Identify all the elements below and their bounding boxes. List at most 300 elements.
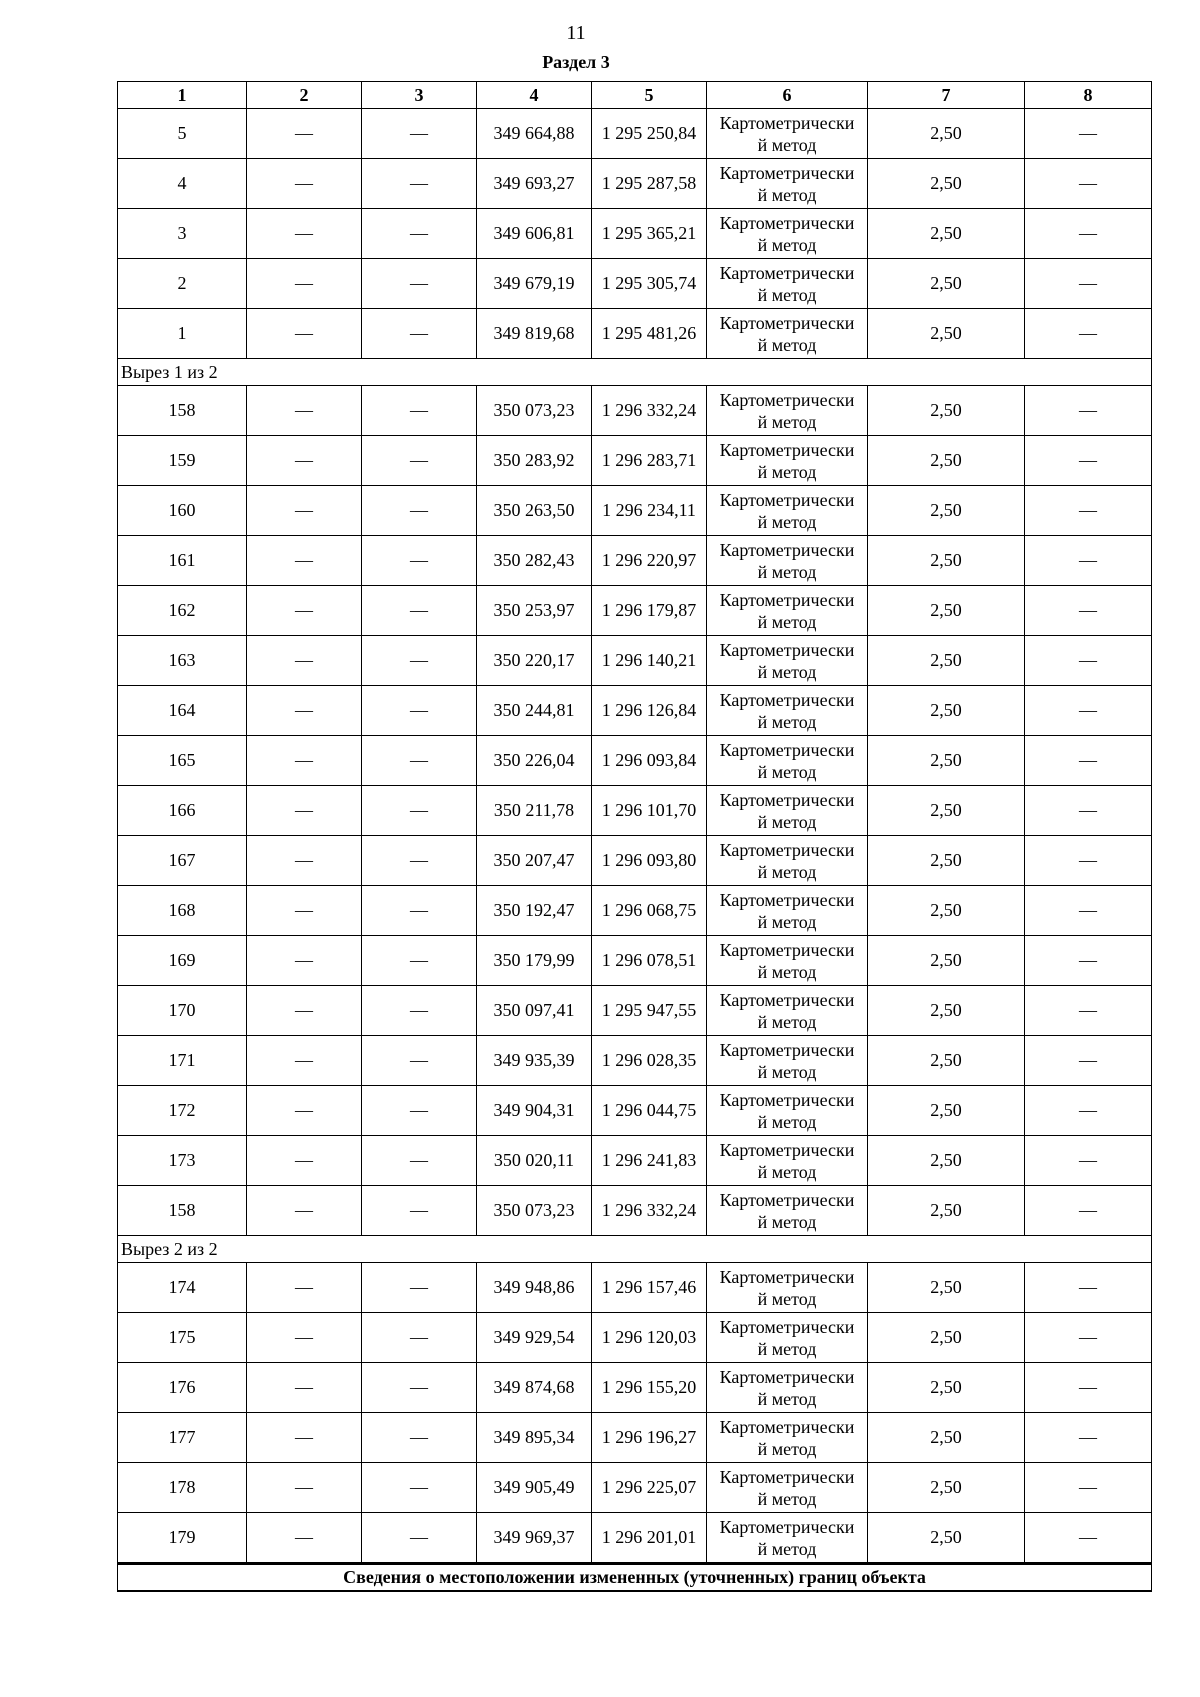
- column-3-cell: —: [362, 536, 477, 586]
- point-number-cell: 171: [118, 1036, 247, 1086]
- y-coordinate-cell: 1 296 093,80: [592, 836, 707, 886]
- y-coordinate-cell: 1 296 220,97: [592, 536, 707, 586]
- x-coordinate-cell: 350 282,43: [477, 536, 592, 586]
- column-2-cell: —: [247, 1086, 362, 1136]
- method-cell: [707, 686, 868, 736]
- column-8-cell: —: [1025, 1263, 1152, 1313]
- table-row: [118, 1363, 1152, 1413]
- method-line-2: й метод: [757, 1061, 817, 1082]
- point-number-cell: 174: [118, 1263, 247, 1313]
- table-row: [118, 1036, 1152, 1086]
- method-line-1: Картометрически: [719, 1516, 855, 1537]
- method-cell: [707, 586, 868, 636]
- column-2-cell: —: [247, 686, 362, 736]
- accuracy-cell: 2,50: [868, 1136, 1025, 1186]
- point-number-cell: 164: [118, 686, 247, 736]
- column-8-cell: —: [1025, 786, 1152, 836]
- column-2-cell: —: [247, 1136, 362, 1186]
- table-row: [118, 1313, 1152, 1363]
- column-3-cell: —: [362, 1313, 477, 1363]
- x-coordinate-cell: 349 819,68: [477, 309, 592, 359]
- method-cell: [707, 936, 868, 986]
- method-line-1: Картометрически: [719, 1139, 855, 1160]
- point-number-cell: 160: [118, 486, 247, 536]
- method-line-1: Картометрически: [719, 1466, 855, 1487]
- method-cell: [707, 486, 868, 536]
- x-coordinate-cell: 349 664,88: [477, 109, 592, 159]
- table-row: [118, 436, 1152, 486]
- accuracy-cell: 2,50: [868, 1363, 1025, 1413]
- table-row: [118, 936, 1152, 986]
- accuracy-cell: 2,50: [868, 1036, 1025, 1086]
- x-coordinate-cell: 350 179,99: [477, 936, 592, 986]
- accuracy-cell: 2,50: [868, 586, 1025, 636]
- method-line-2: й метод: [757, 911, 817, 932]
- y-coordinate-cell: 1 296 234,11: [592, 486, 707, 536]
- x-coordinate-cell: 349 905,49: [477, 1463, 592, 1513]
- accuracy-cell: 2,50: [868, 686, 1025, 736]
- method-line-2: й метод: [757, 761, 817, 782]
- x-coordinate-cell: 350 263,50: [477, 486, 592, 536]
- accuracy-cell: 2,50: [868, 1086, 1025, 1136]
- method-line-2: й метод: [757, 661, 817, 682]
- column-3-cell: —: [362, 209, 477, 259]
- method-line-1: Картометрически: [719, 739, 855, 760]
- x-coordinate-cell: 349 904,31: [477, 1086, 592, 1136]
- point-number-cell: 168: [118, 886, 247, 936]
- column-header-6: 6: [707, 82, 868, 109]
- x-coordinate-cell: 349 969,37: [477, 1513, 592, 1564]
- method-line-2: й метод: [757, 561, 817, 582]
- method-cell: [707, 1313, 868, 1363]
- table-row: [118, 309, 1152, 359]
- column-8-cell: —: [1025, 436, 1152, 486]
- method-line-2: й метод: [757, 1538, 817, 1559]
- y-coordinate-cell: 1 296 155,20: [592, 1363, 707, 1413]
- method-line-2: й метод: [757, 1161, 817, 1182]
- column-2-cell: —: [247, 486, 362, 536]
- y-coordinate-cell: 1 295 305,74: [592, 259, 707, 309]
- column-3-cell: —: [362, 636, 477, 686]
- table-footer-caption: Сведения о местоположении измененных (уточненных) границ объекта: [118, 1564, 1152, 1592]
- accuracy-cell: 2,50: [868, 986, 1025, 1036]
- method-line-2: й метод: [757, 461, 817, 482]
- column-3-cell: —: [362, 886, 477, 936]
- method-line-2: й метод: [757, 1388, 817, 1409]
- y-coordinate-cell: 1 296 225,07: [592, 1463, 707, 1513]
- method-line-1: Картометрически: [719, 1316, 855, 1337]
- group-row: [118, 1236, 1152, 1263]
- accuracy-cell: 2,50: [868, 209, 1025, 259]
- method-cell: [707, 886, 868, 936]
- column-8-cell: —: [1025, 309, 1152, 359]
- table-row: [118, 1136, 1152, 1186]
- method-line-1: Картометрически: [719, 639, 855, 660]
- table-row: [118, 1263, 1152, 1313]
- method-line-2: й метод: [757, 611, 817, 632]
- table-header-row: [118, 82, 1152, 109]
- column-8-cell: —: [1025, 586, 1152, 636]
- y-coordinate-cell: 1 296 093,84: [592, 736, 707, 786]
- method-line-2: й метод: [757, 134, 817, 155]
- y-coordinate-cell: 1 296 028,35: [592, 1036, 707, 1086]
- accuracy-cell: 2,50: [868, 636, 1025, 686]
- column-header-7: 7: [868, 82, 1025, 109]
- accuracy-cell: 2,50: [868, 1513, 1025, 1564]
- column-8-cell: —: [1025, 1136, 1152, 1186]
- method-line-2: й метод: [757, 1338, 817, 1359]
- y-coordinate-cell: 1 295 947,55: [592, 986, 707, 1036]
- method-line-2: й метод: [757, 711, 817, 732]
- method-line-1: Картометрически: [719, 889, 855, 910]
- accuracy-cell: 2,50: [868, 259, 1025, 309]
- column-8-cell: —: [1025, 259, 1152, 309]
- method-line-1: Картометрически: [719, 112, 855, 133]
- column-3-cell: —: [362, 436, 477, 486]
- method-line-2: й метод: [757, 1438, 817, 1459]
- method-cell: [707, 109, 868, 159]
- method-cell: [707, 1263, 868, 1313]
- column-8-cell: —: [1025, 209, 1152, 259]
- column-3-cell: —: [362, 1086, 477, 1136]
- point-number-cell: 159: [118, 436, 247, 486]
- method-line-2: й метод: [757, 1488, 817, 1509]
- column-3-cell: —: [362, 1136, 477, 1186]
- column-8-cell: —: [1025, 636, 1152, 686]
- section-title: Раздел 3: [542, 52, 610, 72]
- x-coordinate-cell: 350 211,78: [477, 786, 592, 836]
- x-coordinate-cell: 350 073,23: [477, 1186, 592, 1236]
- point-number-cell: 2: [118, 259, 247, 309]
- accuracy-cell: 2,50: [868, 1463, 1025, 1513]
- column-2-cell: —: [247, 1263, 362, 1313]
- x-coordinate-cell: 349 935,39: [477, 1036, 592, 1086]
- x-coordinate-cell: 349 874,68: [477, 1363, 592, 1413]
- column-8-cell: —: [1025, 736, 1152, 786]
- column-2-cell: —: [247, 309, 362, 359]
- column-3-cell: —: [362, 486, 477, 536]
- point-number-cell: 179: [118, 1513, 247, 1564]
- point-number-cell: 177: [118, 1413, 247, 1463]
- column-3-cell: —: [362, 1036, 477, 1086]
- method-cell: [707, 986, 868, 1036]
- x-coordinate-cell: 349 948,86: [477, 1263, 592, 1313]
- accuracy-cell: 2,50: [868, 436, 1025, 486]
- method-line-1: Картометрически: [719, 162, 855, 183]
- group-label: Вырез 1 из 2: [118, 359, 1152, 386]
- column-3-cell: —: [362, 1463, 477, 1513]
- method-line-2: й метод: [757, 284, 817, 305]
- y-coordinate-cell: 1 296 120,03: [592, 1313, 707, 1363]
- column-8-cell: —: [1025, 1186, 1152, 1236]
- column-8-cell: —: [1025, 1413, 1152, 1463]
- column-2-cell: —: [247, 386, 362, 436]
- column-8-cell: —: [1025, 836, 1152, 886]
- y-coordinate-cell: 1 296 332,24: [592, 386, 707, 436]
- method-line-1: Картометрически: [719, 212, 855, 233]
- method-line-2: й метод: [757, 1211, 817, 1232]
- method-cell: [707, 436, 868, 486]
- column-3-cell: —: [362, 1413, 477, 1463]
- table-row: [118, 109, 1152, 159]
- point-number-cell: 173: [118, 1136, 247, 1186]
- method-cell: [707, 786, 868, 836]
- method-line-1: Картометрически: [719, 689, 855, 710]
- method-line-1: Картометрически: [719, 1039, 855, 1060]
- column-header-2: 2: [247, 82, 362, 109]
- method-line-1: Картометрически: [719, 839, 855, 860]
- accuracy-cell: 2,50: [868, 536, 1025, 586]
- table-row: [118, 259, 1152, 309]
- column-3-cell: —: [362, 586, 477, 636]
- method-cell: [707, 1413, 868, 1463]
- method-cell: [707, 1463, 868, 1513]
- point-number-cell: 176: [118, 1363, 247, 1413]
- x-coordinate-cell: 350 020,11: [477, 1136, 592, 1186]
- table-row: [118, 586, 1152, 636]
- y-coordinate-cell: 1 295 365,21: [592, 209, 707, 259]
- column-8-cell: —: [1025, 1086, 1152, 1136]
- method-cell: [707, 536, 868, 586]
- method-cell: [707, 736, 868, 786]
- accuracy-cell: 2,50: [868, 786, 1025, 836]
- column-2-cell: —: [247, 1313, 362, 1363]
- y-coordinate-cell: 1 295 250,84: [592, 109, 707, 159]
- x-coordinate-cell: 350 226,04: [477, 736, 592, 786]
- point-number-cell: 167: [118, 836, 247, 886]
- table-row: [118, 786, 1152, 836]
- column-8-cell: —: [1025, 536, 1152, 586]
- column-3-cell: —: [362, 986, 477, 1036]
- y-coordinate-cell: 1 296 044,75: [592, 1086, 707, 1136]
- table-footer-row: [118, 1564, 1152, 1592]
- table-row: [118, 836, 1152, 886]
- y-coordinate-cell: 1 296 078,51: [592, 936, 707, 986]
- y-coordinate-cell: 1 296 157,46: [592, 1263, 707, 1313]
- accuracy-cell: 2,50: [868, 1263, 1025, 1313]
- column-header-4: 4: [477, 82, 592, 109]
- column-2-cell: —: [247, 1186, 362, 1236]
- method-cell: [707, 209, 868, 259]
- column-3-cell: —: [362, 1186, 477, 1236]
- method-line-2: й метод: [757, 184, 817, 205]
- method-line-1: Картометрически: [719, 989, 855, 1010]
- column-2-cell: —: [247, 736, 362, 786]
- group-row: [118, 359, 1152, 386]
- column-2-cell: —: [247, 536, 362, 586]
- column-header-8: 8: [1025, 82, 1152, 109]
- column-3-cell: —: [362, 836, 477, 886]
- column-header-5: 5: [592, 82, 707, 109]
- column-8-cell: —: [1025, 109, 1152, 159]
- method-cell: [707, 1136, 868, 1186]
- column-8-cell: —: [1025, 936, 1152, 986]
- y-coordinate-cell: 1 296 101,70: [592, 786, 707, 836]
- column-8-cell: —: [1025, 1363, 1152, 1413]
- method-line-1: Картометрически: [719, 489, 855, 510]
- column-2-cell: —: [247, 436, 362, 486]
- table-row: [118, 986, 1152, 1036]
- point-number-cell: 158: [118, 1186, 247, 1236]
- column-2-cell: —: [247, 259, 362, 309]
- x-coordinate-cell: 349 679,19: [477, 259, 592, 309]
- column-3-cell: —: [362, 686, 477, 736]
- column-8-cell: —: [1025, 1036, 1152, 1086]
- method-line-2: й метод: [757, 1111, 817, 1132]
- x-coordinate-cell: 349 929,54: [477, 1313, 592, 1363]
- table-row: [118, 1513, 1152, 1564]
- method-cell: [707, 836, 868, 886]
- table-body: [118, 109, 1152, 1564]
- column-3-cell: —: [362, 386, 477, 436]
- method-line-1: Картометрически: [719, 589, 855, 610]
- method-line-2: й метод: [757, 811, 817, 832]
- column-3-cell: —: [362, 736, 477, 786]
- method-line-1: Картометрически: [719, 939, 855, 960]
- point-number-cell: 175: [118, 1313, 247, 1363]
- table-row: [118, 536, 1152, 586]
- method-line-1: Картометрически: [719, 1266, 855, 1287]
- x-coordinate-cell: 349 606,81: [477, 209, 592, 259]
- y-coordinate-cell: 1 296 201,01: [592, 1513, 707, 1564]
- table-row: [118, 686, 1152, 736]
- column-3-cell: —: [362, 159, 477, 209]
- column-8-cell: —: [1025, 159, 1152, 209]
- column-3-cell: —: [362, 786, 477, 836]
- accuracy-cell: 2,50: [868, 1186, 1025, 1236]
- coordinates-table: [117, 81, 1152, 1592]
- accuracy-cell: 2,50: [868, 1413, 1025, 1463]
- method-cell: [707, 259, 868, 309]
- column-header-3: 3: [362, 82, 477, 109]
- method-line-1: Картометрически: [719, 1416, 855, 1437]
- method-line-2: й метод: [757, 234, 817, 255]
- point-number-cell: 166: [118, 786, 247, 836]
- column-3-cell: —: [362, 109, 477, 159]
- table-row: [118, 386, 1152, 436]
- column-2-cell: —: [247, 1413, 362, 1463]
- table-row: [118, 1413, 1152, 1463]
- method-line-1: Картометрически: [719, 1189, 855, 1210]
- method-line-1: Картометрически: [719, 312, 855, 333]
- accuracy-cell: 2,50: [868, 836, 1025, 886]
- method-line-2: й метод: [757, 1011, 817, 1032]
- method-cell: [707, 636, 868, 686]
- y-coordinate-cell: 1 296 179,87: [592, 586, 707, 636]
- column-3-cell: —: [362, 1363, 477, 1413]
- point-number-cell: 169: [118, 936, 247, 986]
- point-number-cell: 170: [118, 986, 247, 1036]
- accuracy-cell: 2,50: [868, 486, 1025, 536]
- point-number-cell: 3: [118, 209, 247, 259]
- table-row: [118, 736, 1152, 786]
- accuracy-cell: 2,50: [868, 159, 1025, 209]
- point-number-cell: 172: [118, 1086, 247, 1136]
- table-row: [118, 1463, 1152, 1513]
- accuracy-cell: 2,50: [868, 736, 1025, 786]
- table-row: [118, 886, 1152, 936]
- method-cell: [707, 1186, 868, 1236]
- column-2-cell: —: [247, 786, 362, 836]
- x-coordinate-cell: 349 693,27: [477, 159, 592, 209]
- method-line-2: й метод: [757, 961, 817, 982]
- y-coordinate-cell: 1 296 283,71: [592, 436, 707, 486]
- x-coordinate-cell: 350 192,47: [477, 886, 592, 936]
- x-coordinate-cell: 350 283,92: [477, 436, 592, 486]
- point-number-cell: 5: [118, 109, 247, 159]
- x-coordinate-cell: 350 244,81: [477, 686, 592, 736]
- point-number-cell: 1: [118, 309, 247, 359]
- column-3-cell: —: [362, 259, 477, 309]
- y-coordinate-cell: 1 296 241,83: [592, 1136, 707, 1186]
- column-3-cell: —: [362, 1513, 477, 1564]
- column-3-cell: —: [362, 1263, 477, 1313]
- column-2-cell: —: [247, 209, 362, 259]
- table-row: [118, 1186, 1152, 1236]
- method-line-1: Картометрически: [719, 1366, 855, 1387]
- table-row: [118, 209, 1152, 259]
- accuracy-cell: 2,50: [868, 386, 1025, 436]
- column-2-cell: —: [247, 109, 362, 159]
- y-coordinate-cell: 1 296 068,75: [592, 886, 707, 936]
- method-line-2: й метод: [757, 1288, 817, 1309]
- point-number-cell: 162: [118, 586, 247, 636]
- column-2-cell: —: [247, 636, 362, 686]
- table-row: [118, 1086, 1152, 1136]
- column-2-cell: —: [247, 586, 362, 636]
- point-number-cell: 158: [118, 386, 247, 436]
- method-cell: [707, 1036, 868, 1086]
- method-line-1: Картометрически: [719, 262, 855, 283]
- column-8-cell: —: [1025, 1313, 1152, 1363]
- column-2-cell: —: [247, 1463, 362, 1513]
- page-number: 11: [566, 22, 586, 44]
- accuracy-cell: 2,50: [868, 109, 1025, 159]
- point-number-cell: 165: [118, 736, 247, 786]
- y-coordinate-cell: 1 296 332,24: [592, 1186, 707, 1236]
- method-cell: [707, 386, 868, 436]
- accuracy-cell: 2,50: [868, 309, 1025, 359]
- method-line-2: й метод: [757, 511, 817, 532]
- method-line-2: й метод: [757, 411, 817, 432]
- point-number-cell: 178: [118, 1463, 247, 1513]
- method-cell: [707, 1513, 868, 1564]
- column-2-cell: —: [247, 159, 362, 209]
- column-2-cell: —: [247, 1363, 362, 1413]
- method-line-1: Картометрически: [719, 789, 855, 810]
- y-coordinate-cell: 1 295 481,26: [592, 309, 707, 359]
- method-line-1: Картометрически: [719, 539, 855, 560]
- method-cell: [707, 159, 868, 209]
- method-cell: [707, 309, 868, 359]
- method-line-2: й метод: [757, 334, 817, 355]
- x-coordinate-cell: 350 253,97: [477, 586, 592, 636]
- y-coordinate-cell: 1 296 196,27: [592, 1413, 707, 1463]
- column-8-cell: —: [1025, 686, 1152, 736]
- column-2-cell: —: [247, 836, 362, 886]
- x-coordinate-cell: 350 207,47: [477, 836, 592, 886]
- point-number-cell: 4: [118, 159, 247, 209]
- y-coordinate-cell: 1 295 287,58: [592, 159, 707, 209]
- x-coordinate-cell: 350 073,23: [477, 386, 592, 436]
- column-8-cell: —: [1025, 886, 1152, 936]
- column-2-cell: —: [247, 936, 362, 986]
- method-cell: [707, 1086, 868, 1136]
- column-2-cell: —: [247, 1036, 362, 1086]
- y-coordinate-cell: 1 296 140,21: [592, 636, 707, 686]
- column-3-cell: —: [362, 936, 477, 986]
- accuracy-cell: 2,50: [868, 1313, 1025, 1363]
